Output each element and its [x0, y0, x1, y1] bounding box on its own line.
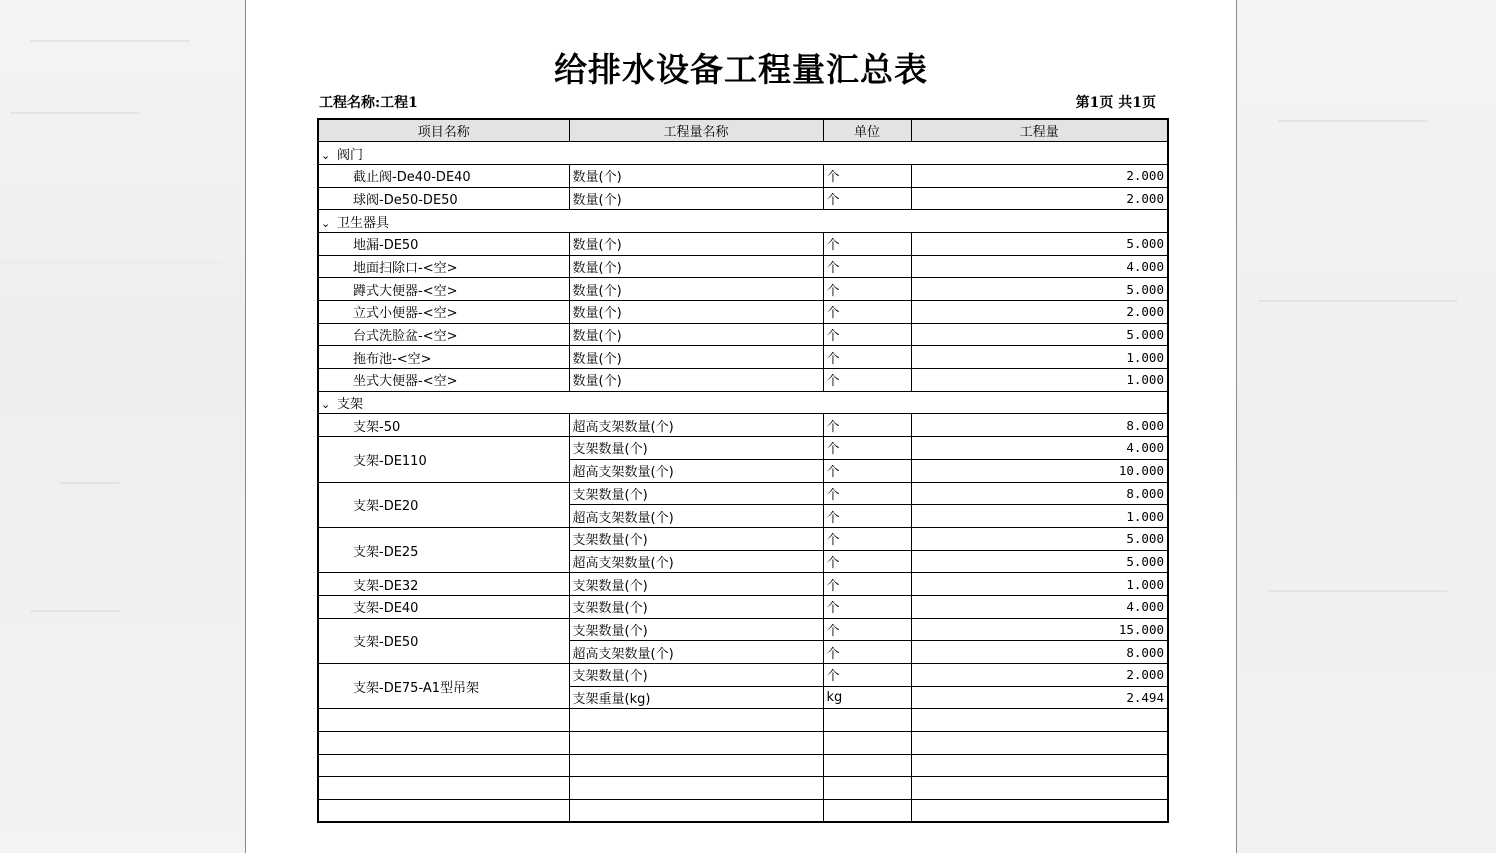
quantity-name-cell: 超高支架数量(个)	[569, 550, 823, 573]
quantity-value-cell: 2.000	[911, 301, 1168, 324]
item-name-cell: 立式小便器-<空>	[318, 301, 569, 324]
unit-cell: 个	[823, 301, 911, 324]
item-name-cell: 支架-DE110	[318, 437, 569, 482]
unit-cell: 个	[823, 414, 911, 437]
item-name-cell: 支架-50	[318, 414, 569, 437]
item-name-cell: 蹲式大便器-<空>	[318, 278, 569, 301]
report-title: 给排水设备工程量汇总表	[554, 50, 928, 89]
quantity-name-cell: 支架数量(个)	[569, 573, 823, 596]
blank-cell	[823, 732, 911, 755]
quantity-value-cell: 5.000	[911, 232, 1168, 255]
quantity-name-cell: 支架数量(个)	[569, 595, 823, 618]
quantity-name-cell: 数量(个)	[569, 301, 823, 324]
quantity-value-cell: 1.000	[911, 573, 1168, 596]
blank-cell	[318, 754, 569, 777]
table-row	[318, 664, 1168, 687]
quantity-name-cell: 支架数量(个)	[569, 664, 823, 687]
blurred-ui-line	[1258, 300, 1458, 302]
item-name-cell: 台式洗脸盆-<空>	[318, 323, 569, 346]
quantity-name-cell: 数量(个)	[569, 232, 823, 255]
category-row[interactable]	[318, 210, 1168, 233]
quantity-value-cell: 2.494	[911, 686, 1168, 709]
blank-cell	[318, 800, 569, 823]
unit-cell: kg	[823, 686, 911, 709]
unit-cell: 个	[823, 664, 911, 687]
blank-row	[318, 800, 1168, 823]
header-quantity-name: 工程量名称	[569, 119, 823, 142]
item-name-cell: 地面扫除口-<空>	[318, 255, 569, 278]
chevron-down-icon[interactable]: ⌄	[321, 148, 331, 162]
item-name-cell: 支架-DE32	[318, 573, 569, 596]
unit-cell: 个	[823, 278, 911, 301]
blank-cell	[569, 709, 823, 732]
quantity-value-cell: 1.000	[911, 369, 1168, 392]
blank-cell	[318, 777, 569, 800]
blurred-ui-line	[0, 262, 220, 264]
blurred-ui-line	[30, 610, 120, 612]
header-quantity: 工程量	[911, 119, 1168, 142]
item-name-cell: 地漏-DE50	[318, 232, 569, 255]
unit-cell: 个	[823, 346, 911, 369]
category-label: 卫生器具	[337, 215, 390, 231]
blurred-ui-line	[1278, 120, 1428, 122]
blank-cell	[911, 777, 1168, 800]
unit-cell: 个	[823, 187, 911, 210]
blank-cell	[569, 800, 823, 823]
item-name-cell: 支架-DE75-A1型吊架	[318, 664, 569, 709]
report-sheet	[245, 0, 1237, 853]
header-item-name: 项目名称	[318, 119, 569, 142]
category-row[interactable]	[318, 391, 1168, 414]
blank-cell	[569, 732, 823, 755]
quantity-name-cell: 超高支架数量(个)	[569, 459, 823, 482]
chevron-down-icon[interactable]: ⌄	[321, 398, 331, 412]
table-row	[318, 618, 1168, 641]
quantity-name-cell: 支架数量(个)	[569, 527, 823, 550]
quantity-value-cell: 8.000	[911, 482, 1168, 505]
page-indicator: 第1页 共1页	[1075, 95, 1156, 111]
blurred-ui-line	[60, 482, 120, 484]
background-right-panel	[1238, 0, 1496, 853]
item-name-cell: 球阀-De50-DE50	[318, 187, 569, 210]
blank-row	[318, 777, 1168, 800]
category-cell[interactable]	[318, 391, 1168, 414]
background-left-panel	[0, 0, 245, 853]
quantity-name-cell: 超高支架数量(个)	[569, 414, 823, 437]
table-row	[318, 346, 1168, 369]
quantity-name-cell: 数量(个)	[569, 346, 823, 369]
project-name: 工程名称:工程1	[319, 95, 418, 111]
table-row	[318, 232, 1168, 255]
quantity-value-cell: 5.000	[911, 550, 1168, 573]
blank-row	[318, 709, 1168, 732]
table-row	[318, 278, 1168, 301]
quantity-value-cell: 4.000	[911, 595, 1168, 618]
unit-cell: 个	[823, 164, 911, 187]
blank-cell	[823, 777, 911, 800]
blank-row	[318, 754, 1168, 777]
unit-cell: 个	[823, 323, 911, 346]
item-name-cell: 支架-DE25	[318, 527, 569, 572]
blank-cell	[823, 709, 911, 732]
item-name-cell: 支架-DE40	[318, 595, 569, 618]
quantity-name-cell: 数量(个)	[569, 255, 823, 278]
quantity-value-cell: 5.000	[911, 323, 1168, 346]
unit-cell: 个	[823, 255, 911, 278]
blank-cell	[911, 800, 1168, 823]
table-row	[318, 482, 1168, 505]
quantity-name-cell: 支架数量(个)	[569, 482, 823, 505]
quantity-value-cell: 15.000	[911, 618, 1168, 641]
table-row	[318, 301, 1168, 324]
unit-cell: 个	[823, 550, 911, 573]
unit-cell: 个	[823, 618, 911, 641]
header-unit: 单位	[823, 119, 911, 142]
unit-cell: 个	[823, 527, 911, 550]
quantity-name-cell: 支架数量(个)	[569, 437, 823, 460]
quantity-name-cell: 超高支架数量(个)	[569, 505, 823, 528]
quantity-value-cell: 2.000	[911, 164, 1168, 187]
item-name-cell: 坐式大便器-<空>	[318, 369, 569, 392]
category-label: 支架	[337, 397, 364, 413]
table-row	[318, 187, 1168, 210]
table-row	[318, 527, 1168, 550]
quantity-value-cell: 2.000	[911, 664, 1168, 687]
quantity-name-cell: 超高支架数量(个)	[569, 641, 823, 664]
quantity-name-cell: 数量(个)	[569, 164, 823, 187]
table-row	[318, 164, 1168, 187]
blank-cell	[911, 709, 1168, 732]
item-name-cell: 支架-DE50	[318, 618, 569, 663]
quantity-value-cell: 1.000	[911, 346, 1168, 369]
item-name-cell: 拖布池-<空>	[318, 346, 569, 369]
category-cell[interactable]	[318, 142, 1168, 165]
quantity-name-cell: 支架重量(kg)	[569, 686, 823, 709]
item-name-cell: 支架-DE20	[318, 482, 569, 527]
table-row	[318, 595, 1168, 618]
category-cell[interactable]	[318, 210, 1168, 233]
chevron-down-icon[interactable]: ⌄	[321, 216, 331, 230]
quantity-name-cell: 数量(个)	[569, 369, 823, 392]
item-name-cell: 截止阀-De40-DE40	[318, 164, 569, 187]
table-row	[318, 323, 1168, 346]
unit-cell: 个	[823, 595, 911, 618]
quantity-value-cell: 5.000	[911, 278, 1168, 301]
quantity-value-cell: 1.000	[911, 505, 1168, 528]
blank-cell	[318, 709, 569, 732]
table-body	[318, 142, 1168, 823]
table-row	[318, 573, 1168, 596]
blank-row	[318, 732, 1168, 755]
blank-cell	[569, 754, 823, 777]
quantity-value-cell: 2.000	[911, 187, 1168, 210]
unit-cell: 个	[823, 482, 911, 505]
blank-cell	[569, 777, 823, 800]
quantity-name-cell: 数量(个)	[569, 187, 823, 210]
blurred-ui-line	[30, 40, 190, 42]
unit-cell: 个	[823, 573, 911, 596]
table-row	[318, 437, 1168, 460]
blank-cell	[911, 754, 1168, 777]
unit-cell: 个	[823, 641, 911, 664]
table-header-row	[318, 119, 1168, 142]
quantity-value-cell: 8.000	[911, 414, 1168, 437]
blank-cell	[318, 732, 569, 755]
quantity-value-cell: 8.000	[911, 641, 1168, 664]
blank-cell	[823, 754, 911, 777]
unit-cell: 个	[823, 459, 911, 482]
category-label: 阀门	[337, 147, 364, 163]
table-row	[318, 255, 1168, 278]
blurred-ui-line	[10, 112, 140, 114]
quantity-value-cell: 10.000	[911, 459, 1168, 482]
table-row	[318, 369, 1168, 392]
quantity-summary-table	[317, 118, 1169, 823]
category-row[interactable]	[318, 142, 1168, 165]
blank-cell	[911, 732, 1168, 755]
quantity-name-cell: 数量(个)	[569, 278, 823, 301]
blank-cell	[823, 800, 911, 823]
unit-cell: 个	[823, 232, 911, 255]
unit-cell: 个	[823, 437, 911, 460]
quantity-name-cell: 数量(个)	[569, 323, 823, 346]
unit-cell: 个	[823, 505, 911, 528]
blurred-ui-line	[1268, 590, 1448, 592]
unit-cell: 个	[823, 369, 911, 392]
quantity-value-cell: 4.000	[911, 255, 1168, 278]
quantity-value-cell: 4.000	[911, 437, 1168, 460]
table-row	[318, 414, 1168, 437]
quantity-value-cell: 5.000	[911, 527, 1168, 550]
quantity-name-cell: 支架数量(个)	[569, 618, 823, 641]
